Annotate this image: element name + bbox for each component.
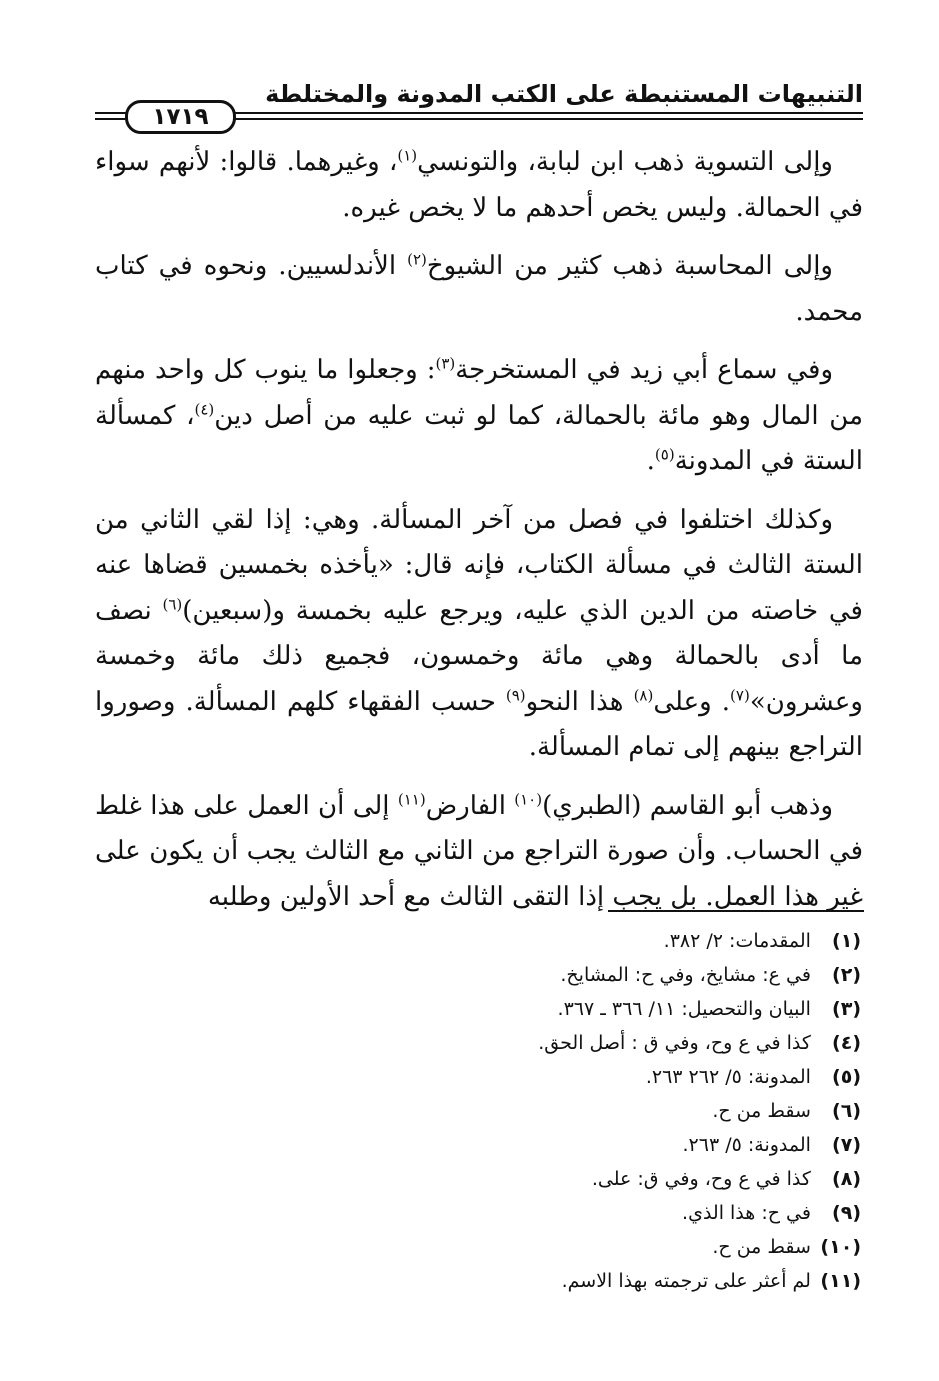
text-run: وإلى المحاسبة ذهب كثير من الشيوخ — [426, 251, 833, 281]
text-run: وذهب أبو القاسم (الطبري) — [542, 790, 834, 821]
footnote-separator — [608, 910, 864, 912]
footnote-number: (٩) — [832, 1202, 861, 1224]
footnote-number: (٨) — [832, 1168, 861, 1190]
footnote-marker[interactable]: (٤) — [194, 399, 215, 418]
footnote-text: المدونة: ٥/ ٢٦٢ ٢٦٣. — [645, 1066, 817, 1088]
footnote-marker[interactable]: (١١) — [397, 789, 426, 808]
footnote-marker[interactable]: (٦) — [162, 594, 183, 613]
footnote-item — [161, 1026, 861, 1060]
footnote-number: (٣) — [832, 998, 861, 1020]
paragraph — [95, 348, 863, 485]
footnote-marker[interactable]: (٧) — [730, 685, 750, 704]
footnote-text: المقدمات: ٢/ ٣٨٢. — [663, 930, 817, 952]
page-header — [95, 72, 863, 132]
text-run: حسب الفقهاء كلهم المسألة. وصوروا التراجع بينهم إلى تمام المسألة. — [95, 686, 863, 762]
footnote-item — [161, 1196, 861, 1230]
text-run: الأندلسيين. ونحوه في كتاب محمد. — [95, 251, 863, 327]
text-run: . وعلى — [653, 686, 731, 717]
paragraph — [95, 140, 863, 231]
text-run: نصف ما أدى بالحمالة وهي مائة وخمسون، فجميع ذلك مائة وخمسة وعشرون» — [95, 595, 863, 717]
footnote-item — [161, 1162, 861, 1196]
footnote-marker[interactable]: (٢) — [407, 250, 427, 269]
footnote-text: كذا في ع وح، وفي ق: على. — [591, 1168, 817, 1190]
footnote-item — [161, 1230, 861, 1264]
footnote-item — [161, 958, 861, 992]
text-run: وكذلك اختلفوا في فصل من آخر المسألة. وهي: إذا لقي الثاني من الستة الثالث في مسألة الكتاب، فإنه قال: «يأخذه بخمسين قضاها عنه في خاصته من الدين الذي عليه، ويرجع عليه بخمسة و(سبعين) — [95, 504, 863, 626]
text-run: إلى أن العمل على هذا غلط في الحساب. وأن صورة التراجع من الثاني مع الثالث يجب أن يكون على غير هذا العمل. بل يجب إذا التقى الثالث مع أحد الأولين وطلبه — [95, 790, 863, 912]
footnote-text: كذا في ع وح، وفي ق : أصل الحق. — [538, 1032, 817, 1054]
footnote-item — [161, 1264, 861, 1298]
footnote-text: لم أعثر على ترجمته بهذا الاسم. — [561, 1270, 817, 1292]
footnote-number: (٧) — [832, 1134, 861, 1156]
paragraph — [95, 498, 863, 771]
footnote-text: في ح: هذا الذي. — [682, 1202, 817, 1224]
text-run: . — [646, 446, 655, 476]
footnote-text: في ع: مشايخ، وفي ح: المشايخ. — [560, 964, 817, 986]
footnote-number: (٦) — [832, 1100, 861, 1122]
footnote-number: (٥) — [832, 1066, 861, 1088]
footnote-item — [161, 1060, 861, 1094]
footnote-marker[interactable]: (١٠) — [514, 789, 543, 808]
footnote-item — [161, 1094, 861, 1128]
footnote-number: (٢) — [832, 964, 861, 986]
footnote-number: (١) — [832, 930, 861, 952]
text-run: هذا النحو — [525, 686, 634, 717]
text-run: ، وغيرهما. قالوا: لأنهم سواء في الحمالة. وليس يخص أحدهم ما لا يخص غيره. — [95, 147, 863, 223]
footnote-text: المدونة: ٥/ ٢٦٣. — [682, 1134, 817, 1156]
footnote-text: البيان والتحصيل: ١١/ ٣٦٦ ـ ٣٦٧. — [557, 998, 817, 1020]
footnote-marker[interactable]: (٩) — [505, 685, 526, 704]
text-run: وفي سماع أبي زيد في المستخرجة — [455, 355, 833, 385]
footnote-item — [161, 992, 861, 1026]
footnote-text: سقط من ح. — [712, 1100, 817, 1122]
footnote-item — [161, 924, 861, 958]
text-run: : وجعلوا ما ينوب كل واحد منهم من المال وهو مائة بالحمالة، كما لو ثبت عليه من أصل دين — [95, 355, 863, 431]
footnotes — [161, 924, 861, 1298]
text-run: وإلى التسوية ذهب ابن لبابة، والتونسي — [417, 147, 833, 177]
footnote-number: (١١) — [820, 1270, 861, 1292]
text-run: الفارض — [425, 790, 515, 821]
paragraph — [95, 784, 863, 921]
footnote-number: (١٠) — [820, 1236, 861, 1258]
main-text — [95, 140, 863, 920]
footnote-marker[interactable]: (٥) — [654, 445, 675, 464]
footnote-text: سقط من ح. — [712, 1236, 817, 1258]
footnote-number: (٤) — [832, 1032, 861, 1054]
paragraph — [95, 244, 863, 335]
footnote-marker[interactable]: (٣) — [435, 354, 456, 373]
footnote-marker[interactable]: (٨) — [633, 685, 654, 704]
page-number: ١٧١٩ — [125, 100, 236, 134]
text-run: ، كمسألة الستة في المدونة — [95, 400, 863, 476]
running-title: التنبيهات المستنبطة على الكتب المدونة والمختلطة — [265, 80, 863, 108]
footnote-item — [161, 1128, 861, 1162]
footnote-marker[interactable]: (١) — [397, 146, 418, 165]
